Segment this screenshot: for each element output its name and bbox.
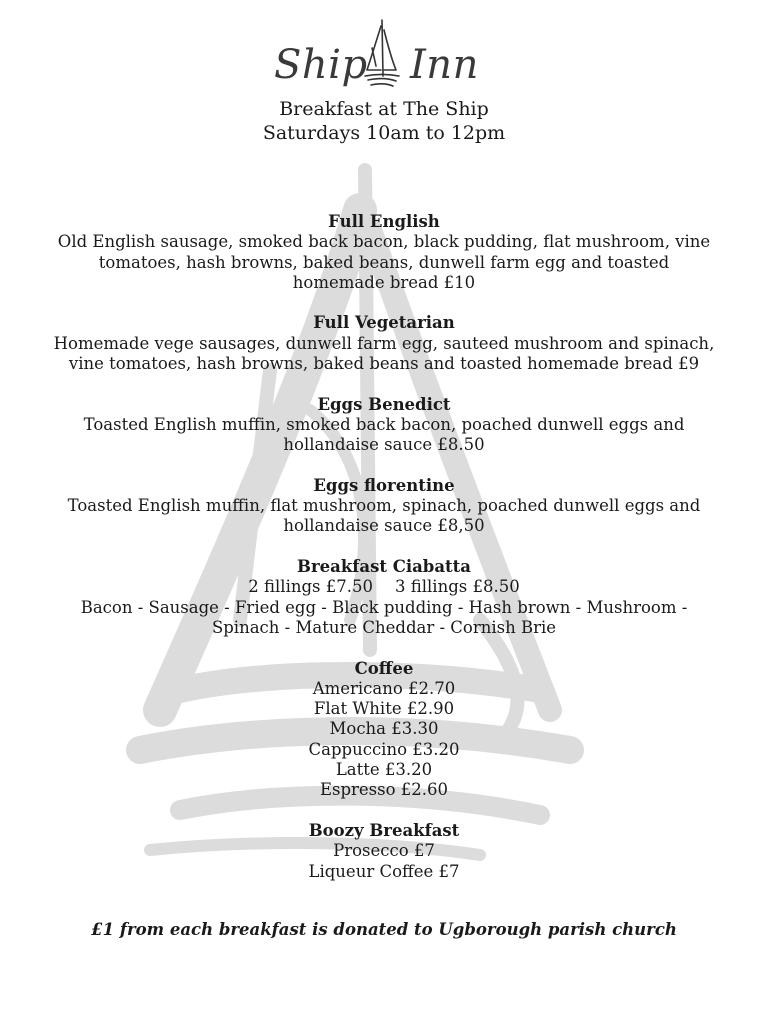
coffee-item: Espresso £2.60	[319, 780, 449, 800]
item-description: homemade bread £10	[292, 272, 476, 292]
coffee-item: Cappuccino £3.20	[308, 739, 460, 759]
item-description: Old English sausage, smoked back bacon, black pudding, flat mushroom, vine	[57, 232, 711, 252]
coffee-item: Mocha £3.30	[329, 719, 439, 739]
menu-item-eggs-benedict	[40, 395, 728, 456]
item-description: hollandaise sauce £8.50	[283, 435, 485, 455]
item-title: Eggs Benedict	[317, 394, 451, 414]
item-title: Full Vegetarian	[313, 313, 455, 333]
item-description: hollandaise sauce £8,50	[283, 516, 485, 536]
item-description: Homemade vege sausages, dunwell farm egg, sauteed mushroom and spinach,	[53, 333, 715, 353]
price-three-fillings: 3 fillings £8.50	[395, 577, 520, 597]
logo-word-left: Ship	[274, 42, 368, 88]
page-title: Breakfast at The Ship	[279, 98, 489, 120]
menu-section-coffee	[40, 659, 728, 801]
item-title: Breakfast Ciabatta	[297, 557, 471, 577]
menu-list	[40, 212, 728, 902]
item-title: Full English	[328, 212, 440, 231]
drink-item: Prosecco £7	[333, 841, 435, 861]
fillings-list: Bacon - Sausage - Fried egg - Black pudding - Hash brown - Mushroom -	[80, 597, 688, 617]
logo-word-right: Inn	[410, 42, 479, 88]
item-description: tomatoes, hash browns, baked beans, dunwell farm egg and toasted	[98, 252, 670, 272]
menu-section-boozy-breakfast	[40, 821, 728, 882]
menu-item-eggs-florentine	[40, 476, 728, 537]
coffee-item: Latte £3.20	[335, 760, 433, 780]
charity-note: £1 from each breakfast is donated to Ugborough parish church	[91, 920, 677, 939]
drink-item: Liqueur Coffee £7	[308, 861, 460, 881]
item-description: vine tomatoes, hash browns, baked beans and toasted homemade bread £9	[68, 354, 700, 374]
item-title: Eggs florentine	[313, 475, 455, 495]
sailboat-icon	[362, 18, 402, 90]
price-two-fillings: 2 fillings £7.50	[248, 577, 373, 597]
section-title: Coffee	[354, 658, 414, 678]
menu-item-full-english	[40, 212, 728, 293]
item-description: Toasted English muffin, smoked back bacon, poached dunwell eggs and	[83, 414, 685, 434]
menu-item-full-vegetarian	[40, 313, 728, 374]
coffee-item: Flat White £2.90	[313, 699, 455, 719]
coffee-item: Americano £2.70	[312, 678, 456, 698]
menu-item-breakfast-ciabatta	[40, 557, 728, 638]
item-description: Toasted English muffin, flat mushroom, spinach, poached dunwell eggs and	[67, 496, 701, 516]
ship-inn-logo	[0, 18, 768, 88]
fillings-list: Spinach - Mature Cheddar - Cornish Brie	[211, 617, 557, 637]
section-title: Boozy Breakfast	[308, 820, 460, 840]
ciabatta-prices	[40, 577, 728, 597]
opening-hours: Saturdays 10am to 12pm	[262, 122, 506, 144]
